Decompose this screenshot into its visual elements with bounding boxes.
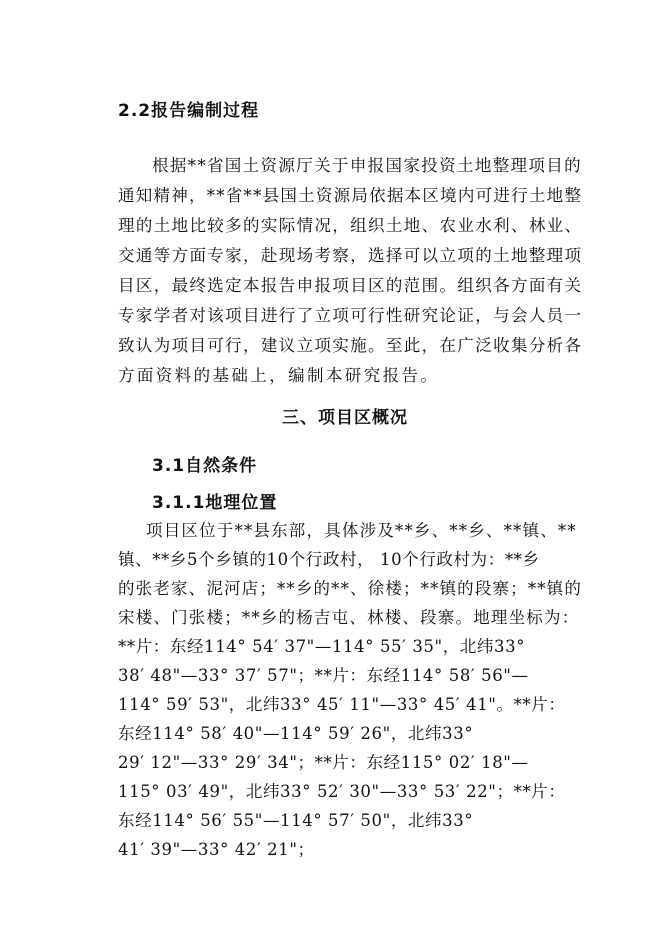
section-heading-2-2: 2.2报告编制过程: [118, 101, 260, 121]
paragraph-line: 方面资料的基础上，编制本研究报告。: [118, 366, 440, 385]
paragraph-line: 41′ 39"—33° 42′ 21"；: [118, 840, 315, 859]
paragraph-line: 115° 03′ 49"，北纬33° 52′ 30"—33° 53′ 22"；**片：: [118, 782, 566, 801]
paragraph-line: 专家学者对该项目进行了立项可行性研究论证，与会人员一: [118, 306, 583, 325]
paragraph-line: 29′ 12"—33° 29′ 34"；**片：东经115° 02′ 18"—: [118, 753, 529, 772]
paragraph-line: 东经114° 56′ 55"—114° 57′ 50"，北纬33°: [118, 811, 474, 830]
paragraph-line: 的张老家、泥河店；**乡的**、徐楼；**镇的段寨；**镇的: [118, 579, 582, 598]
paragraph-line: 38′ 48"—33° 37′ 57"；**片：东经114° 58′ 56"—: [118, 666, 529, 685]
paragraph-line: 项目区位于**县东部，具体涉及**乡、**乡、**镇、**: [146, 521, 577, 540]
section-heading-3-1-1: 3.1.1地理位置: [152, 493, 278, 513]
paragraph-line: 交通等方面专家，赴现场考察，选择可以立项的土地整理项: [118, 246, 583, 265]
paragraph-line: 根据**省国土资源厅关于申报国家投资土地整理项目的: [152, 156, 582, 175]
section-heading-3-1: 3.1自然条件: [152, 456, 258, 476]
paragraph-line: **片：东经114° 54′ 37"—114° 55′ 35"，北纬33°: [118, 637, 526, 656]
paragraph-line: 东经114° 58′ 40"—114° 59′ 26"，北纬33°: [118, 724, 474, 743]
paragraph-line: 致认为项目可行，建议立项实施。至此，在广泛收集分析各: [118, 336, 583, 355]
paragraph-line: 镇、**乡5个乡镇的10个行政村， 10个行政村为：**乡: [118, 550, 540, 569]
paragraph-line: 目区，最终选定本报告申报项目区的范围。组织各方面有关: [118, 276, 583, 295]
paragraph-line: 通知精神，**省**县国土资源局依据本区境内可进行土地整: [118, 186, 583, 205]
chapter-heading-3: 三、项目区概况: [282, 408, 408, 428]
paragraph-line: 理的土地比较多的实际情况，组织土地、农业水利、林业、: [118, 216, 583, 235]
paragraph-line: 114° 59′ 53"，北纬33° 45′ 11"—33° 45′ 41"。**片：: [118, 695, 566, 714]
paragraph-line: 宋楼、门张楼；**乡的杨吉屯、林楼、段寨。地理坐标为：: [118, 608, 580, 627]
